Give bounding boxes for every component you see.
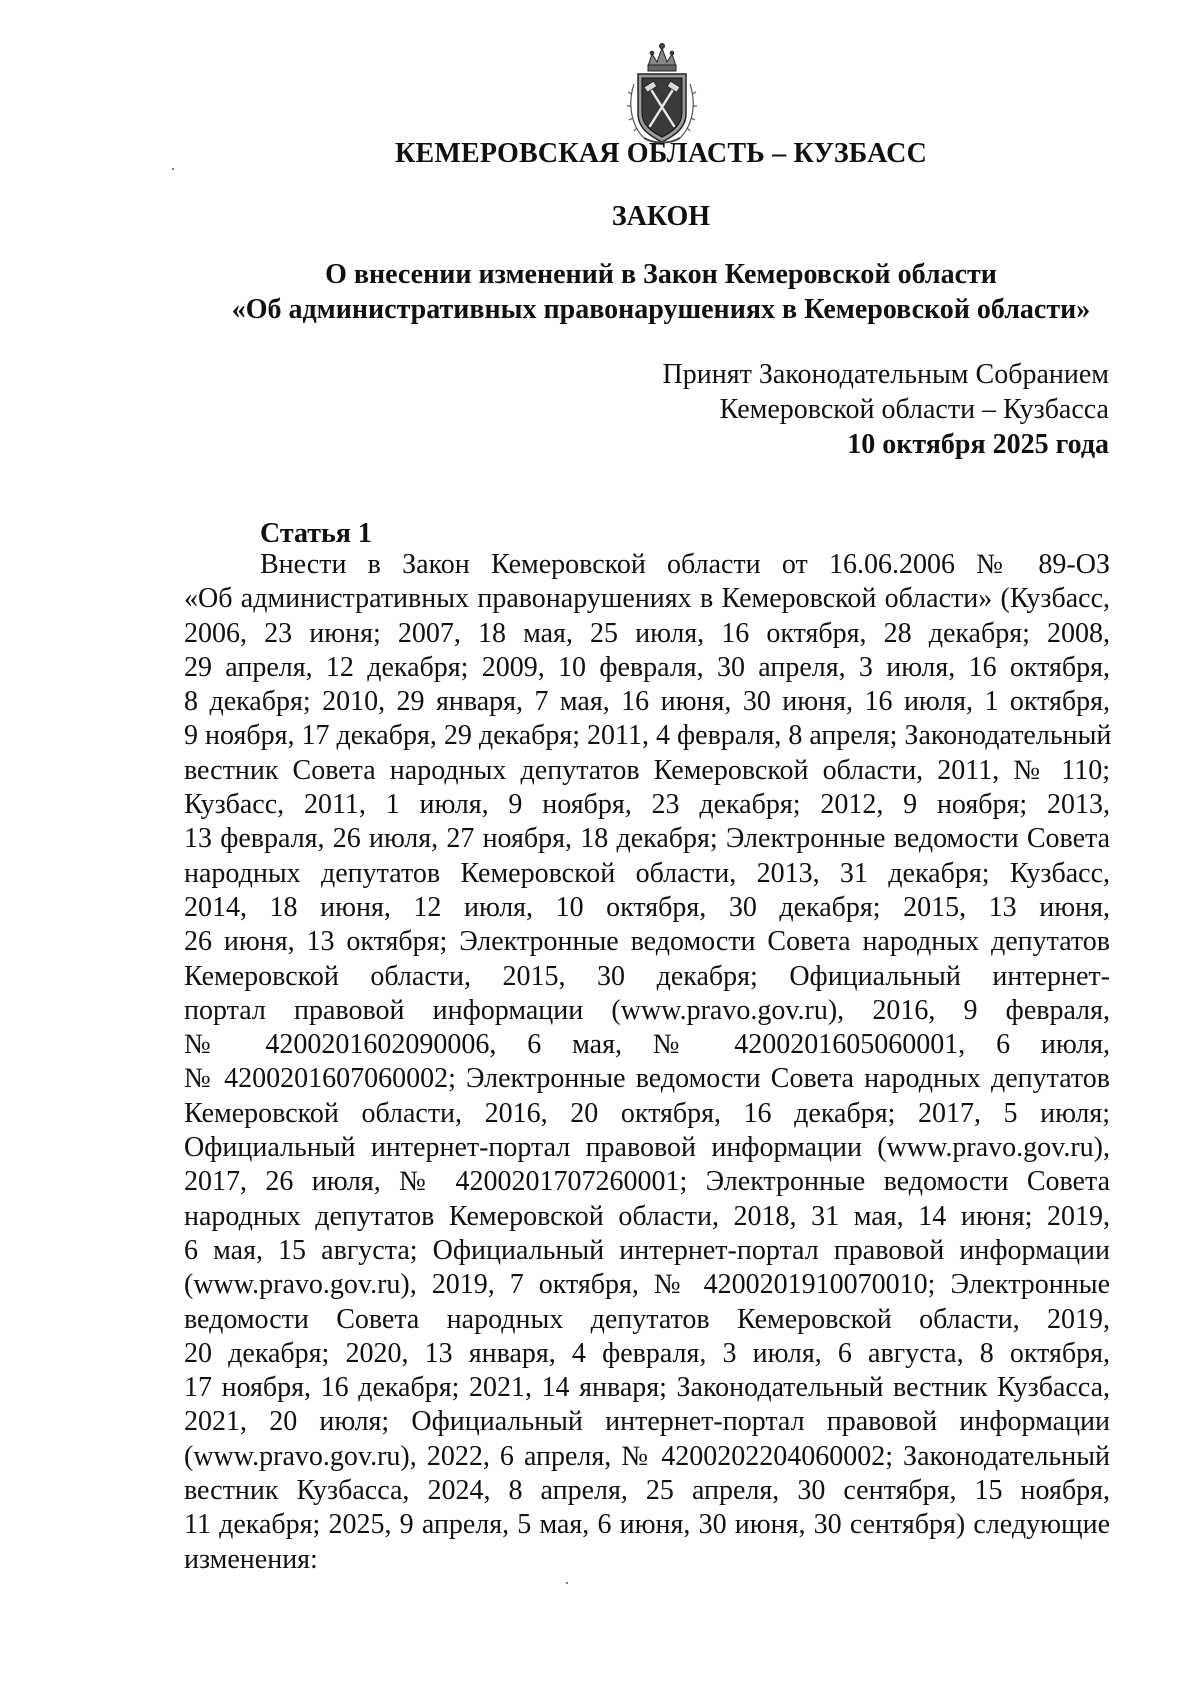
article-text-line: 17 ноября, 16 декабря; 2021, 14 января; Законодательный вестник Кузбасса, bbox=[184, 1372, 1110, 1404]
article-text-line: вестник Совета народных депутатов Кемеровской области, 2011, № 110; bbox=[184, 754, 1110, 786]
article-text-line: Внести в Закон Кемеровской области от 16.06.2006 № 89-ОЗ bbox=[260, 549, 1110, 580]
article-text-line: 9 ноября, 17 декабря, 29 декабря; 2011, 4 февраля, 8 апреля; Законодательный bbox=[184, 720, 1112, 752]
article-text-line: (www.pravo.gov.ru), 2019, 7 октября, № 4200201910070010; Электронные bbox=[184, 1269, 1110, 1301]
coat-of-arms-icon bbox=[624, 36, 700, 148]
article-text-line: 29 апреля, 12 декабря; 2009, 10 февраля, 30 апреля, 3 июля, 16 октября, bbox=[184, 651, 1110, 683]
article-text-line: изменения: bbox=[184, 1543, 318, 1575]
region-title: КЕМЕРОВСКАЯ ОБЛАСТЬ – КУЗБАСС bbox=[394, 138, 928, 169]
article-text-line: № 4200201607060002; Электронные ведомости Совета народных депутатов bbox=[184, 1063, 1110, 1095]
article-text-line: 13 февраля, 26 июля, 27 ноября, 18 декабря; Электронные ведомости Совета bbox=[184, 823, 1110, 855]
article-text-line: портал правовой информации (www.pravo.gov.ru), 2016, 9 февраля, bbox=[184, 994, 1110, 1026]
article-body bbox=[184, 548, 1110, 1577]
article-text-line: вестник Кузбасса, 2024, 8 апреля, 25 апреля, 30 сентября, 15 ноября, bbox=[184, 1475, 1110, 1507]
article-text-line: 20 декабря; 2020, 13 января, 4 февраля, 3 июля, 6 августа, 8 октября, bbox=[184, 1337, 1110, 1369]
article-text-line: (www.pravo.gov.ru), 2022, 6 апреля, № 4200202204060002; Законодательный bbox=[184, 1440, 1110, 1472]
adoption-date: 10 октября 2025 года bbox=[847, 429, 1109, 460]
article-text-line: 2017, 26 июля, № 4200201707260001; Электронные ведомости Совета bbox=[184, 1166, 1110, 1198]
article-text-line: ведомости Совета народных депутатов Кемеровской области, 2019, bbox=[184, 1303, 1110, 1335]
scan-speck bbox=[566, 1582, 568, 1584]
article-text-line: № 4200201602090006, 6 мая, № 4200201605060001, 6 июля, bbox=[184, 1029, 1110, 1061]
article-text-line: «Об административных правонарушениях в Кемеровской области» (Кузбасс, bbox=[184, 583, 1110, 615]
adoption-line-2: Кемеровской области – Кузбасса bbox=[719, 394, 1109, 425]
article-text-line: народных депутатов Кемеровской области, 2013, 31 декабря; Кузбасс, bbox=[184, 857, 1110, 889]
article-text-line: Кузбасс, 2011, 1 июля, 9 ноября, 23 декабря; 2012, 9 ноября; 2013, bbox=[184, 789, 1110, 821]
law-title-line-2: «Об административных правонарушениях в Кемеровской области» bbox=[231, 294, 1091, 325]
adoption-line-1: Принят Законодательным Собранием bbox=[662, 359, 1109, 390]
article-text-line: Кемеровской области, 2015, 30 декабря; Официальный интернет- bbox=[184, 960, 1110, 992]
article-text-line: Кемеровской области, 2016, 20 октября, 16 декабря; 2017, 5 июля; bbox=[184, 1097, 1110, 1129]
article-text-line: Официальный интернет-портал правовой информации (www.pravo.gov.ru), bbox=[184, 1132, 1110, 1164]
article-text-line: 8 декабря; 2010, 29 января, 7 мая, 16 июня, 30 июня, 16 июля, 1 октября, bbox=[184, 686, 1110, 718]
article-text-line: 2014, 18 июня, 12 июля, 10 октября, 30 декабря; 2015, 13 июня, bbox=[184, 891, 1110, 923]
law-title-line-1: О внесении изменений в Закон Кемеровской области bbox=[325, 259, 997, 290]
adoption-block bbox=[663, 357, 1109, 462]
article-text-line: 2006, 23 июня; 2007, 18 мая, 25 июля, 16 октября, 28 декабря; 2008, bbox=[184, 617, 1110, 649]
document-type: ЗАКОН bbox=[611, 201, 711, 232]
article-text-line: 11 декабря; 2025, 9 апреля, 5 мая, 6 июня, 30 июня, 30 сентября) следующие bbox=[184, 1509, 1110, 1541]
article-heading: Статья 1 bbox=[260, 518, 372, 549]
scan-speck bbox=[172, 168, 174, 170]
article-text-line: 2021, 20 июля; Официальный интернет-портал правовой информации bbox=[184, 1406, 1110, 1438]
article-text-line: 6 мая, 15 августа; Официальный интернет-портал правовой информации bbox=[184, 1234, 1110, 1266]
article-text-line: 26 июня, 13 октября; Электронные ведомости Совета народных депутатов bbox=[184, 926, 1110, 958]
article-text-line: народных депутатов Кемеровской области, 2018, 31 мая, 14 июня; 2019, bbox=[184, 1200, 1110, 1232]
